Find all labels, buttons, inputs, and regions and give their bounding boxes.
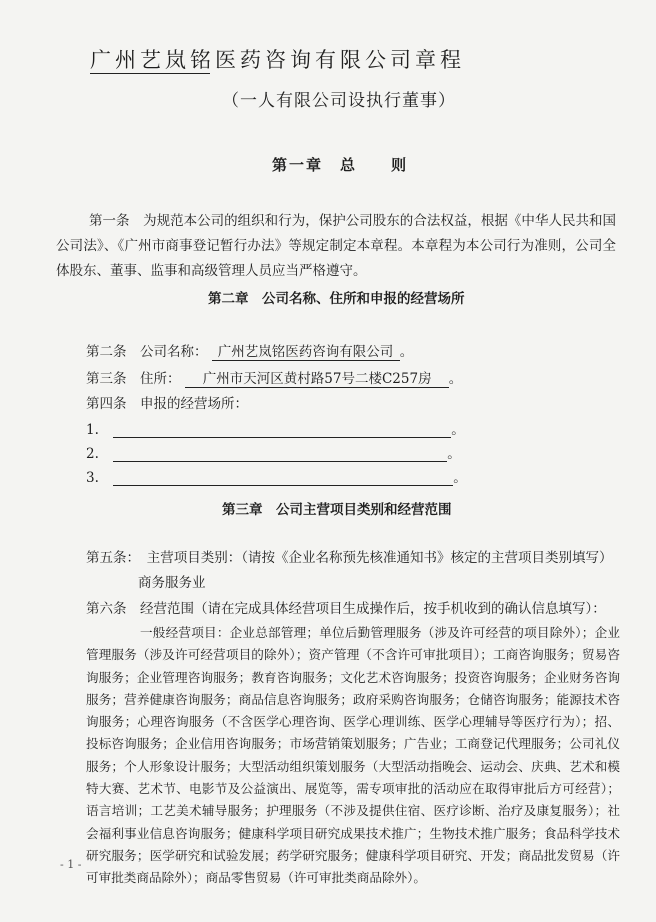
article-4-label: 第四条 xyxy=(86,396,127,412)
article-2-field: 公司名称： xyxy=(140,344,208,360)
article-6-label: 第六条 xyxy=(86,601,127,617)
main-business-category: 商务服务业 xyxy=(138,575,206,591)
article-5-label: 第五条： xyxy=(86,550,140,566)
premises-line-3 xyxy=(86,466,467,486)
premises-end: 。 xyxy=(447,446,461,462)
article-2 xyxy=(86,340,413,361)
premises-line-2 xyxy=(86,442,461,462)
chapter-1-title-a: 总 xyxy=(340,156,358,174)
premises-line-1 xyxy=(86,418,465,438)
premises-number: 1. xyxy=(86,422,99,438)
article-1-text: 为规范本公司的组织和行为，保护公司股东的合法权益，根据《中华人民共和国公司法》、《广州市商事登记暂行办法》等规定制定本章程。本章程为本公司行为准则，公司全体股东、董事、监事和高级管理人员应当严格遵守。 xyxy=(56,213,617,279)
document-subtitle: （一人有限公司设执行董事） xyxy=(222,91,456,111)
article-1-label: 第一条 xyxy=(89,213,130,229)
article-5-text: 主营项目类别：（请按《企业名称预先核准通知书》核定的主营项目类别填写） xyxy=(146,550,613,566)
article-1 xyxy=(56,209,616,284)
article-6 xyxy=(86,597,606,617)
article-2-end: 。 xyxy=(399,344,414,360)
premises-end: 。 xyxy=(451,422,465,438)
chapter-3-heading: 第三章 公司主营项目类别和经营范围 xyxy=(222,502,452,518)
article-2-label: 第二条 xyxy=(86,344,127,360)
page-number: - 1 - xyxy=(60,858,82,871)
premises-number: 3. xyxy=(86,470,99,486)
article-3 xyxy=(86,367,462,388)
business-scope: 一般经营项目：企业总部管理；单位后勤管理服务（涉及许可经营的项目除外）；企业管理服务（涉及许可经营项目的除外）；资产管理（不含许可审批项目）；工商咨询服务；贸易咨询服务；企业管理咨询服务；教育咨询服务；文化艺术咨询服务；投资咨询服务；企业财务咨询服务；营养健康咨询服务；商品信息咨询服务；政府采购咨询服务；仓储咨询服务；能源技术咨询服务；心理咨询服务（不含医学心理咨询、医学心理训练、医学心理辅导等医疗行为）；招、投标咨询服务；企业信用咨询服务；市场营销策划服务；广告业；工商登记代理服务；公司礼仪服务；个人形象设计服务；大型活动组织策划服务（大型活动指晚会、运动会、庆典、艺术和模特大赛、艺术节、电影节及公益演出、展览等，需专项审批的活动应在取得审批后方可经营）；语言培训；工艺美术辅导服务；护理服务（不涉及提供住宿、医疗诊断、治疗及康复服务）；社会福利事业信息咨询服务；健康科学项目研究成果技术推广；生物技术推广服务；食品科学技术研究服务；医学研究和试验发展；药学研究服务；健康科学项目研究、开发；商品批发贸易（许可审批类商品除外）；商品零售贸易（许可审批类商品除外）。 xyxy=(86,625,620,886)
article-3-label: 第三条 xyxy=(86,371,127,387)
article-4-field: 申报的经营场所： xyxy=(140,396,248,412)
premises-number: 2. xyxy=(86,446,99,462)
article-4 xyxy=(86,392,248,412)
article-6-text: 经营范围（请在完成具体经营项目生成操作后，按手机收到的确认信息填写）： xyxy=(140,601,606,617)
premises-blank xyxy=(113,423,451,438)
premises-blank xyxy=(113,447,447,462)
chapter-1-title-b: 则 xyxy=(391,156,409,174)
chapter-1-heading xyxy=(272,154,408,175)
article-5 xyxy=(86,546,613,566)
company-name-value: 广州艺岚铭医药咨询有限公司 xyxy=(212,340,400,361)
chapter-2-heading: 第二章 公司名称、住所和申报的经营场所 xyxy=(208,291,465,307)
article-3-field: 住所： xyxy=(140,371,181,387)
title-underline xyxy=(90,73,210,74)
document-title: 广州艺岚铭医药咨询有限公司章程 xyxy=(90,48,465,72)
chapter-1-number: 第一章 xyxy=(272,156,324,174)
premises-blank xyxy=(113,471,453,486)
article-3-end: 。 xyxy=(448,371,463,387)
premises-end: 。 xyxy=(453,470,467,486)
address-value: 广州市天河区黄村路57号二楼C257房 xyxy=(185,367,449,388)
